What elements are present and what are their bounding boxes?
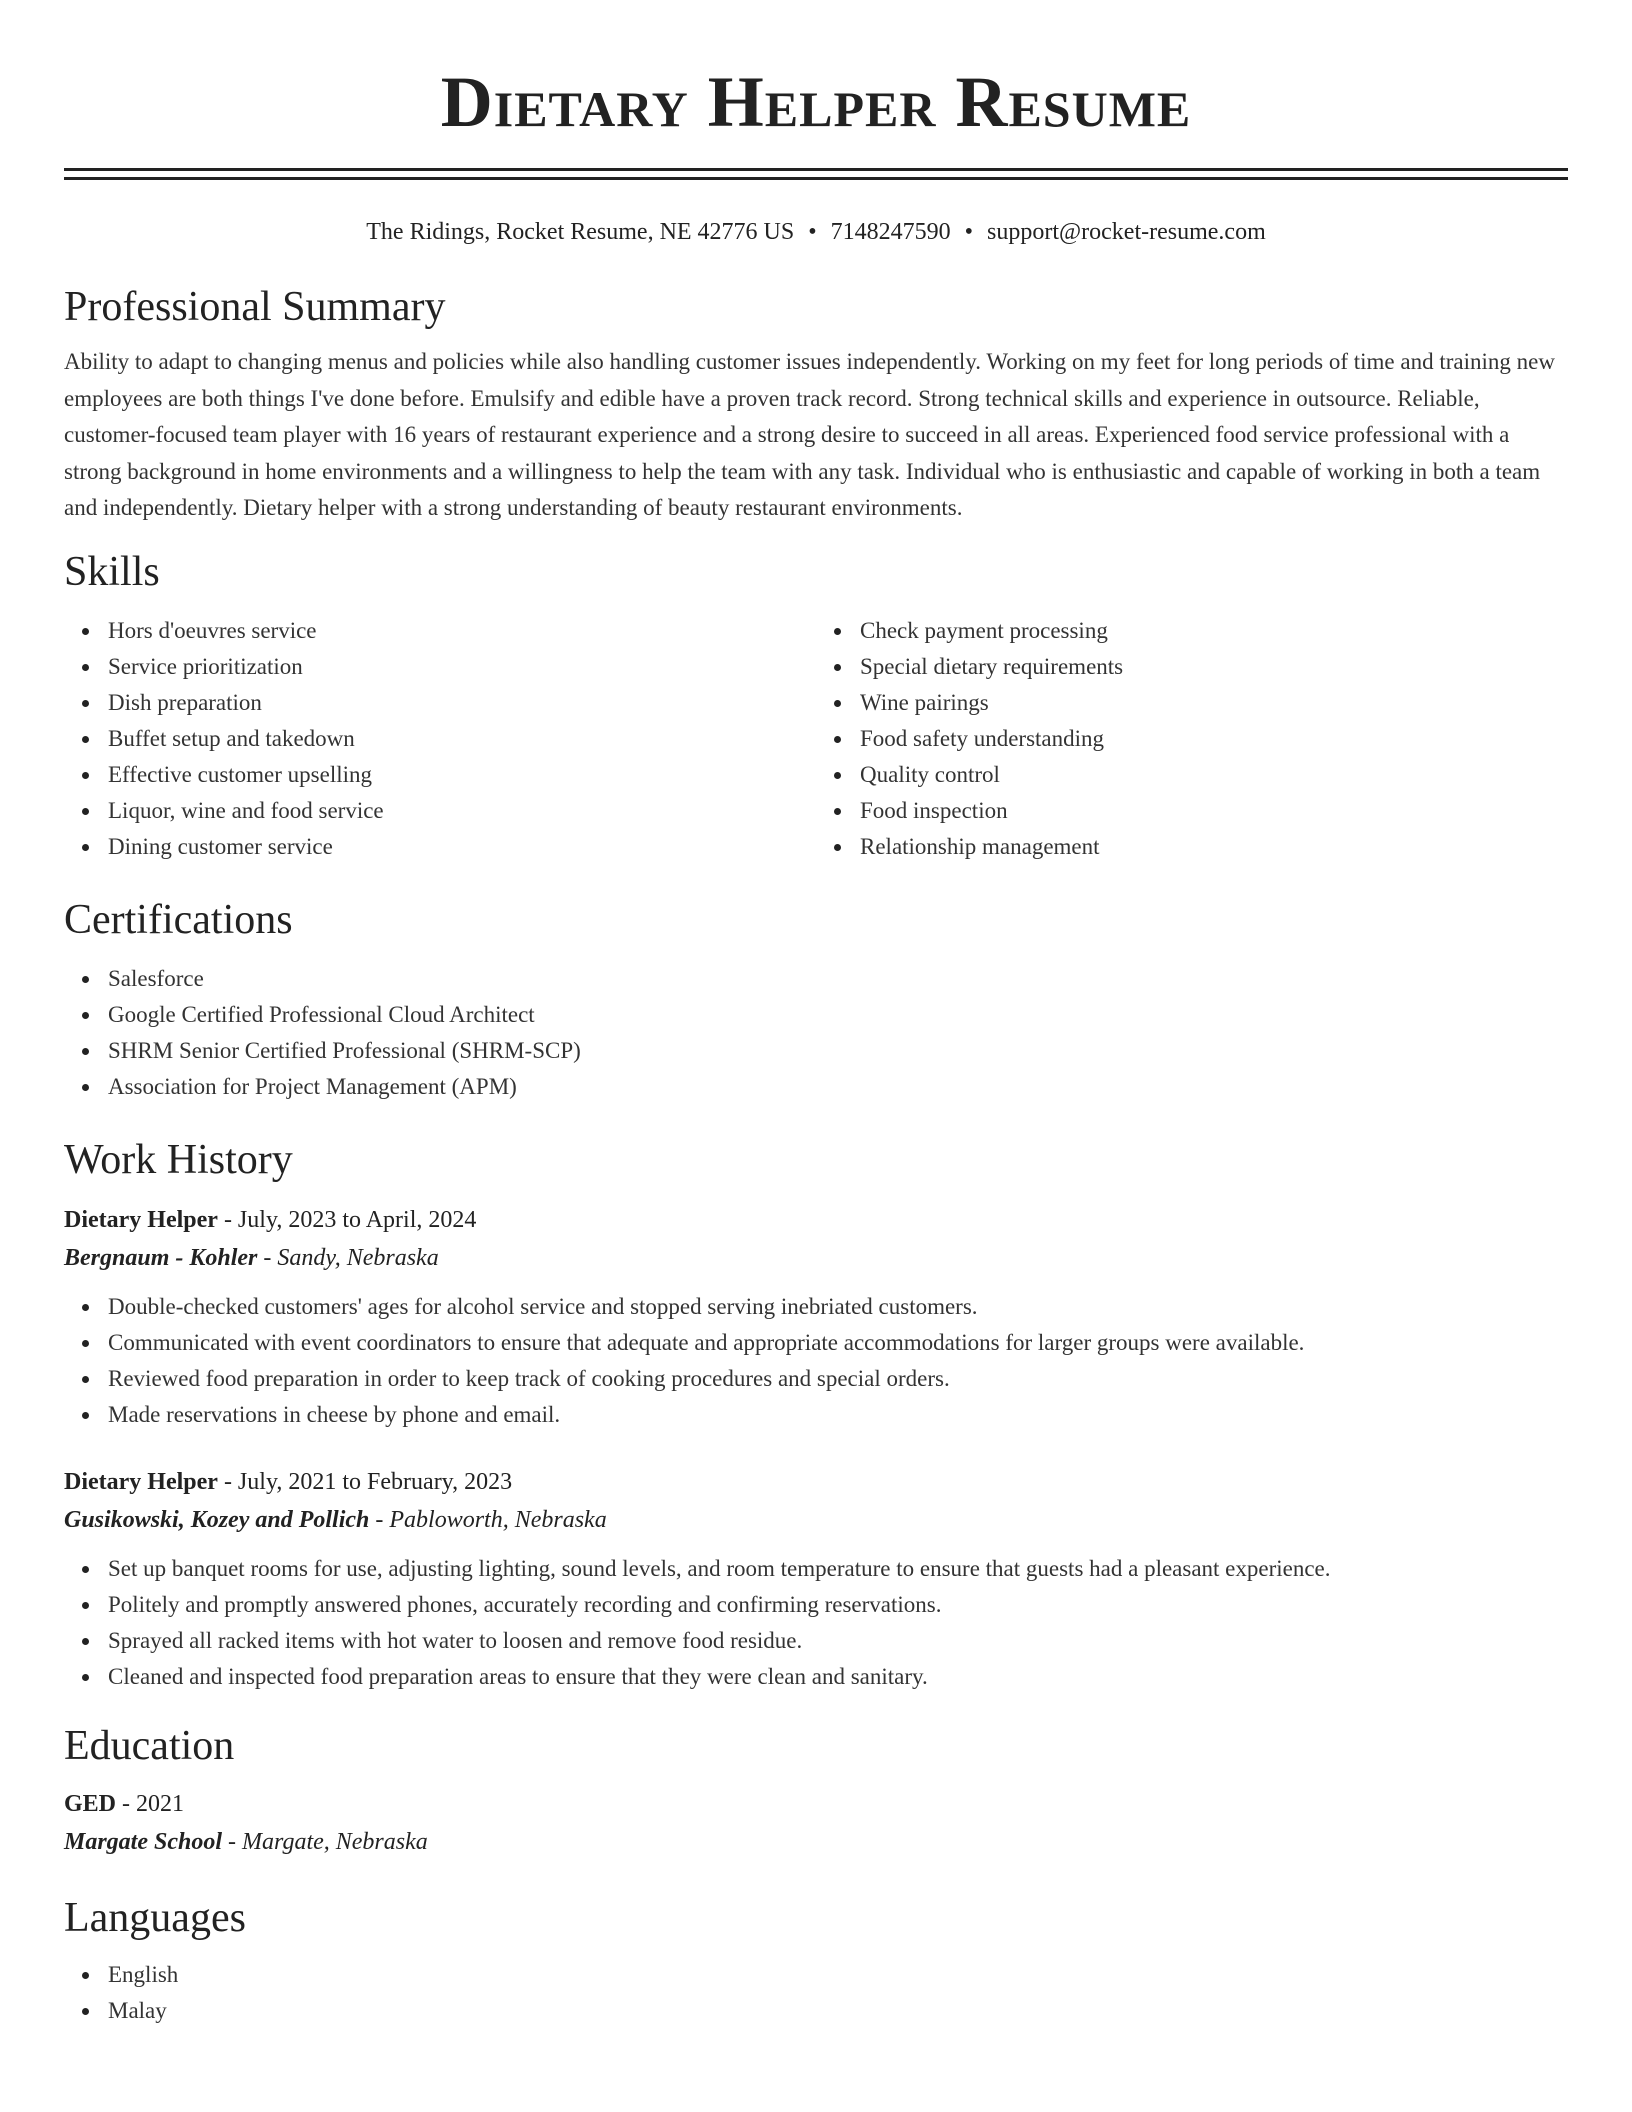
skill-item: Quality control bbox=[860, 757, 1568, 793]
job-bullet: Made reservations in cheese by phone and email. bbox=[108, 1397, 1568, 1433]
contact-email: support@rocket-resume.com bbox=[987, 219, 1266, 245]
job-location: - Pabloworth, Nebraska bbox=[369, 1506, 607, 1533]
skills-list-right bbox=[816, 613, 1568, 865]
skill-item: Hors d'oeuvres service bbox=[108, 613, 816, 649]
job-title: Dietary Helper bbox=[64, 1206, 218, 1233]
job-company-line bbox=[64, 1501, 1568, 1539]
certifications-heading: Certifications bbox=[64, 896, 293, 943]
job-company: Gusikowski, Kozey and Pollich bbox=[64, 1506, 370, 1533]
job-dates: - July, 2021 to February, 2023 bbox=[217, 1468, 513, 1495]
education-entry bbox=[64, 1785, 1568, 1861]
job-dates: - July, 2023 to April, 2024 bbox=[217, 1206, 477, 1233]
languages-heading: Languages bbox=[64, 1894, 246, 1941]
summary-text: Ability to adapt to changing menus and policies while also handling customer issues independently. Working on my feet for long periods of time and training new employees are both things I've done before. Emulsify and edible have a proven track record. Strong technical skills and experience in outsource. Reliable, customer-focused team player with 16 years of restaurant experience and a strong desire to succeed in all areas. Experienced food service professional with a strong background in home environments and a willingness to help the team with any task. Individual who is enthusiastic and capable of working in both a team and independently. Dietary helper with a strong understanding of beauty restaurant environments. bbox=[64, 349, 1555, 520]
job-bullets bbox=[64, 1289, 1568, 1433]
skills-heading: Skills bbox=[64, 548, 160, 595]
job-entry bbox=[64, 1463, 1568, 1695]
job-title-line bbox=[64, 1201, 1568, 1239]
skill-item: Wine pairings bbox=[860, 685, 1568, 721]
education-location: - Margate, Nebraska bbox=[222, 1828, 428, 1855]
contact-phone: 7148247590 bbox=[830, 219, 951, 245]
job-bullets bbox=[64, 1551, 1568, 1695]
job-bullet: Politely and promptly answered phones, accurately recording and confirming reservations. bbox=[108, 1587, 1568, 1623]
work-history-heading: Work History bbox=[64, 1136, 293, 1183]
skill-item: Dish preparation bbox=[108, 685, 816, 721]
language-item: English bbox=[108, 1957, 1568, 1993]
certification-item: Salesforce bbox=[108, 961, 1568, 997]
job-bullet: Cleaned and inspected food preparation areas to ensure that they were clean and sanitary. bbox=[108, 1659, 1568, 1695]
skill-item: Food inspection bbox=[860, 793, 1568, 829]
education-school: Margate School bbox=[64, 1828, 223, 1855]
skill-item: Special dietary requirements bbox=[860, 649, 1568, 685]
job-bullet: Set up banquet rooms for use, adjusting lighting, sound levels, and room temperature to ensure that guests had a pleasant experience. bbox=[108, 1551, 1568, 1587]
job-bullet: Reviewed food preparation in order to keep track of cooking procedures and special orders. bbox=[108, 1361, 1568, 1397]
skill-item: Effective customer upselling bbox=[108, 757, 816, 793]
language-item: Malay bbox=[108, 1993, 1568, 2029]
contact-line bbox=[64, 216, 1568, 248]
skill-item: Liquor, wine and food service bbox=[108, 793, 816, 829]
job-company-line bbox=[64, 1239, 1568, 1277]
skill-item: Food safety understanding bbox=[860, 721, 1568, 757]
contact-separator: • bbox=[808, 219, 817, 245]
skill-item: Check payment processing bbox=[860, 613, 1568, 649]
skill-item: Buffet setup and takedown bbox=[108, 721, 816, 757]
certifications-list bbox=[64, 961, 1568, 1105]
contact-address: The Ridings, Rocket Resume, NE 42776 US bbox=[366, 219, 795, 245]
education-school-line bbox=[64, 1823, 1568, 1861]
job-entry bbox=[64, 1201, 1568, 1433]
skill-item: Service prioritization bbox=[108, 649, 816, 685]
skill-item: Relationship management bbox=[860, 829, 1568, 865]
education-degree-line bbox=[64, 1785, 1568, 1823]
certification-item: SHRM Senior Certified Professional (SHRM-SCP) bbox=[108, 1033, 1568, 1069]
title-divider-top bbox=[64, 168, 1568, 171]
job-bullet: Communicated with event coordinators to ensure that adequate and appropriate accommodations for larger groups were available. bbox=[108, 1325, 1568, 1361]
job-bullet: Double-checked customers' ages for alcohol service and stopped serving inebriated customers. bbox=[108, 1289, 1568, 1325]
certification-item: Google Certified Professional Cloud Architect bbox=[108, 997, 1568, 1033]
resume-title: Dietary Helper Resume bbox=[440, 62, 1192, 142]
job-title-line bbox=[64, 1463, 1568, 1501]
languages-list bbox=[64, 1957, 1568, 2029]
job-company: Bergnaum - Kohler bbox=[64, 1244, 258, 1271]
job-title: Dietary Helper bbox=[64, 1468, 218, 1495]
education-year: - 2021 bbox=[116, 1790, 185, 1817]
summary-heading: Professional Summary bbox=[64, 284, 446, 330]
certification-item: Association for Project Management (APM) bbox=[108, 1069, 1568, 1105]
skills-list-left bbox=[64, 613, 816, 865]
education-heading: Education bbox=[64, 1722, 235, 1769]
job-bullet: Sprayed all racked items with hot water to loosen and remove food residue. bbox=[108, 1623, 1568, 1659]
job-location: - Sandy, Nebraska bbox=[257, 1244, 439, 1271]
education-degree: GED bbox=[64, 1790, 117, 1817]
skills-columns bbox=[64, 613, 1568, 865]
title-divider-bottom bbox=[64, 177, 1568, 180]
contact-separator: • bbox=[964, 219, 974, 245]
skill-item: Dining customer service bbox=[108, 829, 816, 865]
